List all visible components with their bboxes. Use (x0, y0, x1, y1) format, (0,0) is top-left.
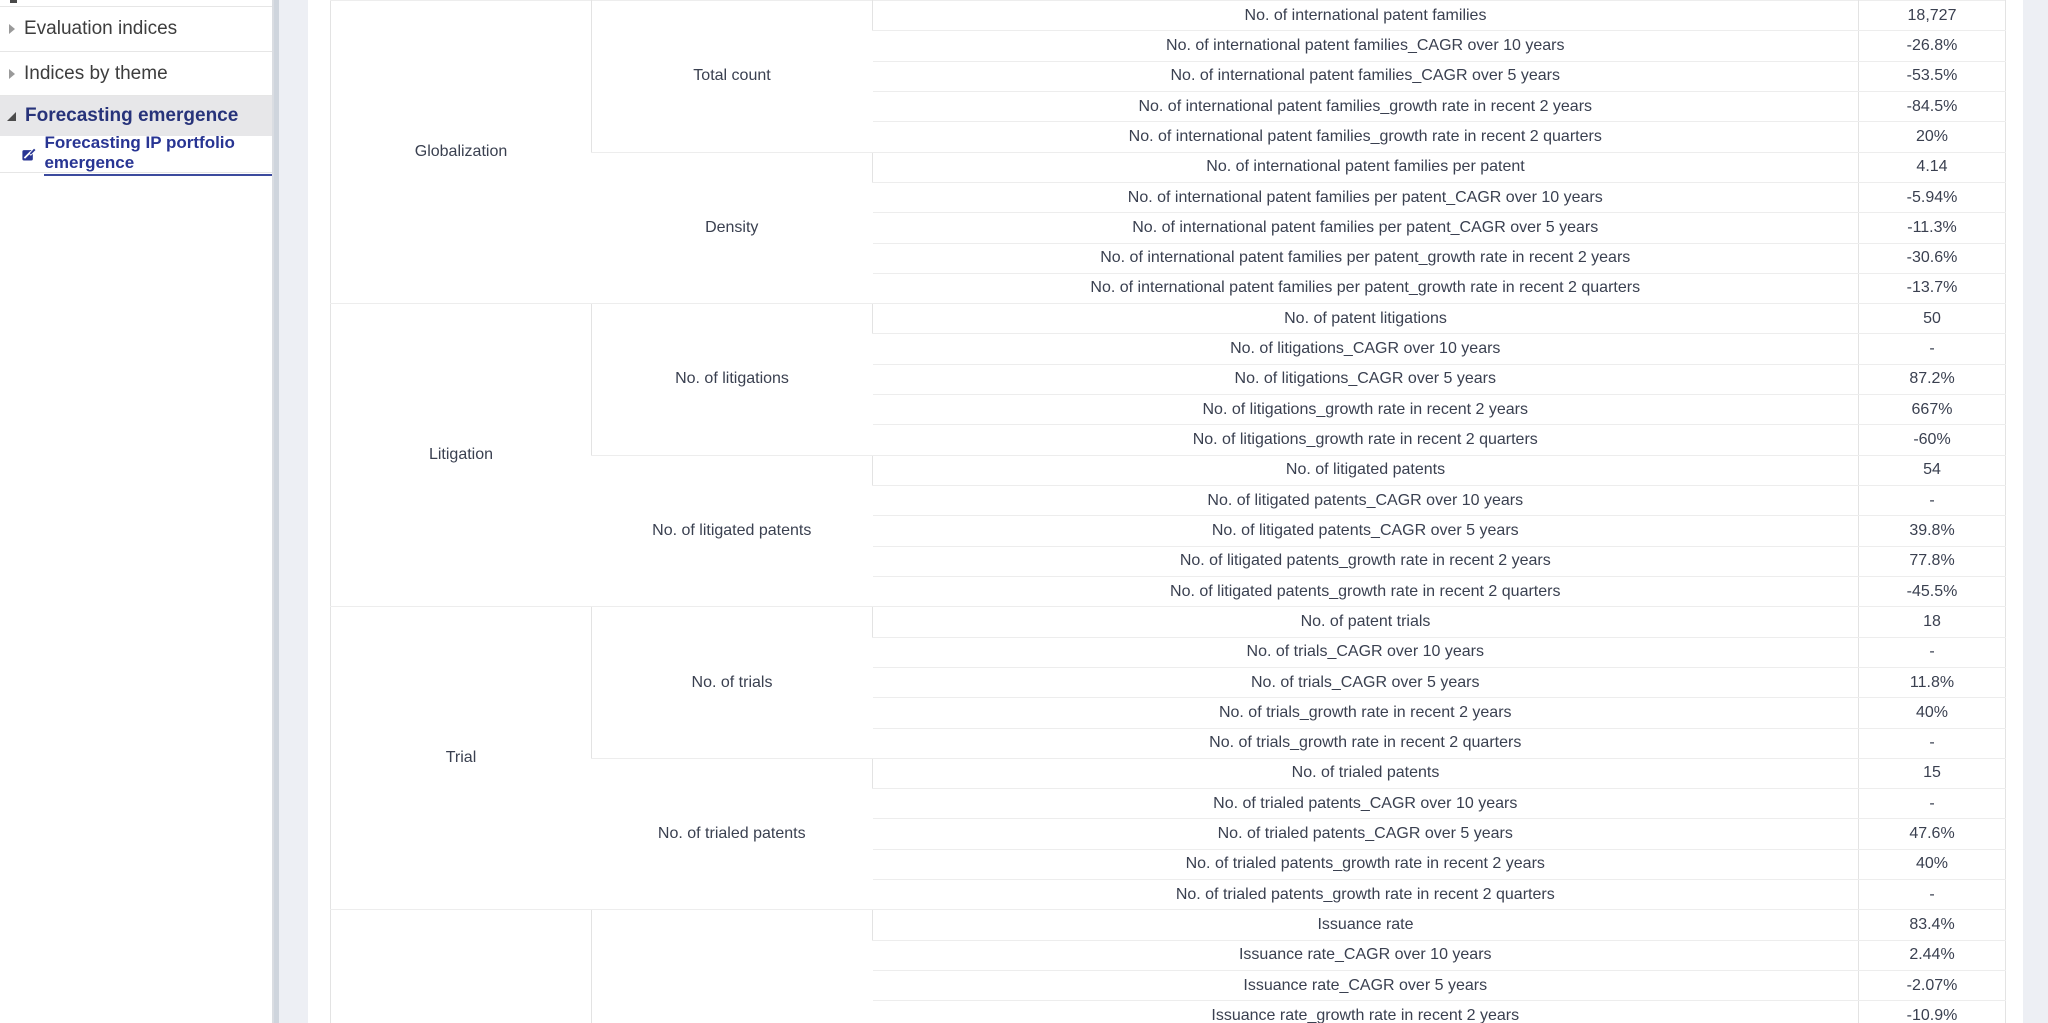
value-cell: 77.8% (1859, 546, 2006, 576)
value-cell: -13.7% (1859, 273, 2006, 303)
subgroup-cell: No. of litigated patents (592, 455, 873, 607)
group-cell: Trial (331, 607, 592, 910)
value-cell: 15 (1859, 758, 2006, 788)
metric-cell: No. of litigations_CAGR over 10 years (873, 334, 1859, 364)
table-row (331, 304, 2006, 334)
expand-arrow-icon (7, 112, 16, 121)
metric-cell: No. of international patent families per patent_growth rate in recent 2 years (873, 243, 1859, 273)
value-cell: 47.6% (1859, 819, 2006, 849)
table-row (331, 910, 2006, 940)
collapse-arrow-icon (9, 24, 15, 34)
metric-cell: No. of trialed patents_growth rate in recent 2 years (873, 849, 1859, 879)
value-cell: -10.9% (1859, 1001, 2006, 1023)
value-cell: 83.4% (1859, 910, 2006, 940)
metric-cell: No. of international patent families_CAGR over 10 years (873, 31, 1859, 61)
value-cell: 50 (1859, 304, 2006, 334)
value-cell: 18 (1859, 607, 2006, 637)
subgroup-cell: Total count (592, 1, 873, 153)
metric-cell: No. of international patent families_growth rate in recent 2 years (873, 91, 1859, 121)
value-cell: 40% (1859, 698, 2006, 728)
metric-cell: No. of litigated patents_CAGR over 5 years (873, 516, 1859, 546)
value-cell: 667% (1859, 395, 2006, 425)
metric-cell: No. of litigations_growth rate in recent 2 quarters (873, 425, 1859, 455)
subgroup-cell: No. of trialed patents (592, 758, 873, 910)
clipped-item-remnant (10, 0, 17, 3)
value-cell: 40% (1859, 849, 2006, 879)
metric-cell: No. of trials_CAGR over 5 years (873, 667, 1859, 697)
group-cell (331, 910, 592, 1023)
value-cell: - (1859, 334, 2006, 364)
sidebar-item-label: Indices by theme (24, 62, 168, 84)
value-cell: 20% (1859, 122, 2006, 152)
metric-cell: No. of international patent families per patent (873, 152, 1859, 182)
metric-cell: Issuance rate_CAGR over 5 years (873, 971, 1859, 1001)
value-cell: -60% (1859, 425, 2006, 455)
metric-cell: No. of international patent families (873, 1, 1859, 31)
metric-cell: No. of trialed patents (873, 758, 1859, 788)
value-cell: -53.5% (1859, 61, 2006, 91)
metric-cell: Issuance rate_growth rate in recent 2 years (873, 1001, 1859, 1023)
value-cell: -26.8% (1859, 31, 2006, 61)
value-cell: 54 (1859, 455, 2006, 485)
sidebar-item-indices-by-theme[interactable] (0, 52, 273, 96)
metric-cell: No. of patent trials (873, 607, 1859, 637)
value-cell: 11.8% (1859, 667, 2006, 697)
metric-cell: Issuance rate (873, 910, 1859, 940)
metric-cell: No. of litigated patents (873, 455, 1859, 485)
value-cell: -45.5% (1859, 576, 2006, 606)
sidebar-link-forecasting-ip-portfolio-emergence[interactable] (0, 132, 273, 173)
sidebar-item-evaluation-indices[interactable] (0, 7, 273, 52)
metric-cell: No. of patent litigations (873, 304, 1859, 334)
value-cell: - (1859, 880, 2006, 910)
metrics-table-container (330, 0, 2008, 1023)
metrics-table (330, 0, 2006, 1023)
metrics-table-body (331, 1, 2006, 1023)
metric-cell: No. of international patent families_growth rate in recent 2 quarters (873, 122, 1859, 152)
subgroup-cell: Density (592, 152, 873, 304)
metric-cell: No. of litigations_CAGR over 5 years (873, 364, 1859, 394)
subgroup-cell (592, 910, 873, 1023)
group-cell: Globalization (331, 1, 592, 304)
metric-cell: No. of litigated patents_growth rate in recent 2 years (873, 546, 1859, 576)
value-cell: -30.6% (1859, 243, 2006, 273)
value-cell: - (1859, 486, 2006, 516)
metric-cell: No. of international patent families per patent_CAGR over 10 years (873, 182, 1859, 212)
metric-cell: No. of trialed patents_CAGR over 10 years (873, 789, 1859, 819)
value-cell: 39.8% (1859, 516, 2006, 546)
value-cell: -84.5% (1859, 91, 2006, 121)
value-cell: 87.2% (1859, 364, 2006, 394)
metric-cell: No. of international patent families per patent_growth rate in recent 2 quarters (873, 273, 1859, 303)
value-cell: -5.94% (1859, 182, 2006, 212)
value-cell: - (1859, 637, 2006, 667)
page-scrollbar-track (2023, 0, 2048, 1023)
subgroup-cell: No. of litigations (592, 304, 873, 456)
sidebar-item-forecasting-emergence[interactable] (0, 96, 273, 136)
value-cell: 4.14 (1859, 152, 2006, 182)
metric-cell: No. of trials_growth rate in recent 2 years (873, 698, 1859, 728)
value-cell: - (1859, 728, 2006, 758)
subgroup-cell: No. of trials (592, 607, 873, 759)
metric-cell: No. of trialed patents_growth rate in recent 2 quarters (873, 880, 1859, 910)
table-row (331, 607, 2006, 637)
value-cell: - (1859, 789, 2006, 819)
metric-cell: No. of litigated patents_CAGR over 10 years (873, 486, 1859, 516)
metric-cell: No. of trials_growth rate in recent 2 quarters (873, 728, 1859, 758)
value-cell: 2.44% (1859, 940, 2006, 970)
metric-cell: No. of trialed patents_CAGR over 5 years (873, 819, 1859, 849)
value-cell: -2.07% (1859, 971, 2006, 1001)
group-cell: Litigation (331, 304, 592, 607)
metric-cell: No. of international patent families_CAGR over 5 years (873, 61, 1859, 91)
sidebar-scrollbar-track (279, 0, 308, 1023)
metric-cell: No. of trials_CAGR over 10 years (873, 637, 1859, 667)
sidebar (0, 0, 273, 1023)
sidebar-menu (0, 6, 273, 173)
table-row (331, 1, 2006, 31)
sidebar-item-label: Evaluation indices (24, 18, 178, 39)
collapse-arrow-icon (9, 69, 15, 79)
metric-cell: No. of litigated patents_growth rate in recent 2 quarters (873, 576, 1859, 606)
sidebar-item-label: Forecasting emergence (25, 105, 239, 126)
value-cell: -11.3% (1859, 213, 2006, 243)
document-edit-icon (22, 146, 36, 163)
metric-cell: Issuance rate_CAGR over 10 years (873, 940, 1859, 970)
value-cell: 18,727 (1859, 1, 2006, 31)
metric-cell: No. of international patent families per patent_CAGR over 5 years (873, 213, 1859, 243)
metric-cell: No. of litigations_growth rate in recent 2 years (873, 395, 1859, 425)
sidebar-link-label: Forecasting IP portfolio emergence (44, 133, 273, 176)
